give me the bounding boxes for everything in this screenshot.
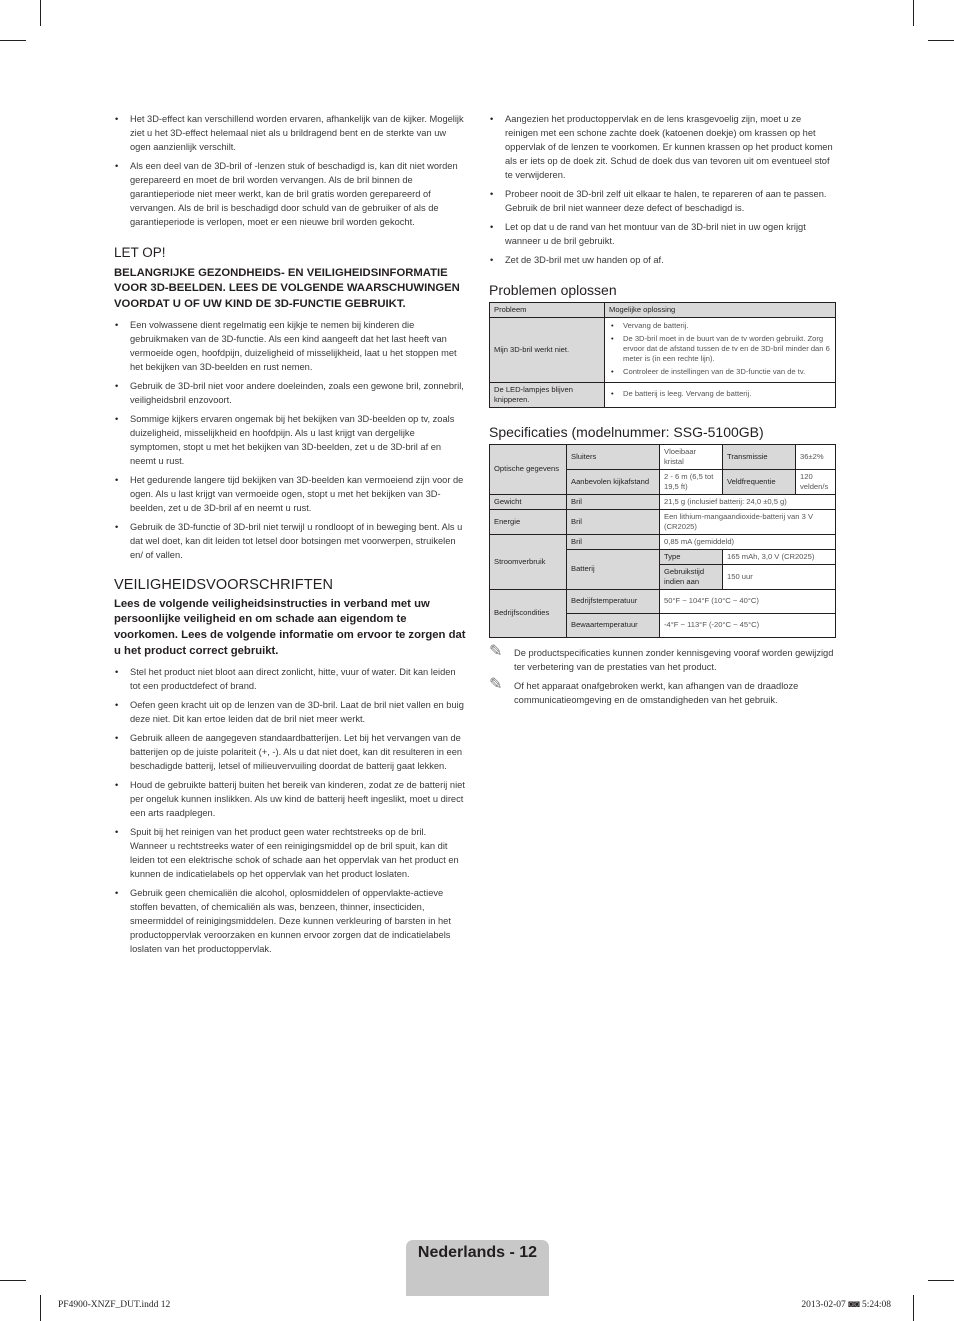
spec-value: 50°F ~ 104°F (10°C ~ 40°C) (660, 589, 836, 613)
spec-label: Bedrijfstemperatuur (567, 589, 660, 613)
solution-cell (605, 382, 836, 407)
crop-mark (0, 40, 26, 41)
warning-lead: BELANGRIJKE GEZONDHEIDS- EN VEILIGHEIDSINFORMATIE VOOR 3D-BEELDEN. LEES DE VOLGENDE WAARSCHUWINGEN VOORDAT U OF UW KIND DE 3D-FUNCTIE GEBRUIKT. (114, 266, 460, 311)
footer-file-name: PF4900-XNZF_DUT.indd 12 (58, 1300, 171, 1310)
list-item: • Stel het product niet bloot aan direct zonlicht, hitte, vuur of water. Dit kan leiden tot een productdefect of brand. (114, 666, 466, 694)
safety-lead: Lees de volgende veiligheidsinstructies in verband met uw persoonlijke veiligheid en om schade aan eigendom te voorkomen. Lees de volgende informatie om ervoor te zorgen dat u het product correct gebruikt. (114, 597, 466, 658)
page-number-label: Nederlands - 12 (417, 1244, 538, 1261)
crop-mark (0, 1280, 26, 1281)
spec-label: Transmissie (723, 444, 796, 469)
warning-list (114, 319, 466, 563)
spec-value: 120 velden/s (796, 469, 836, 494)
troubleshoot-heading: Problemen oplossen (489, 281, 617, 298)
list-item: • Gebruik geen chemicaliën die alcohol, oplosmiddelen of oppervlakte-actieve stoffen bevatten, of chemicaliën als was, benzeen, thinner, insecticiden, smeermiddel of reinigingsmiddelen. Deze kunnen verkleuring of barsten in het productoppervlak veroorzaken en kunnen ervoor zorgen dat de indicatielabels loslaten van het productoppervlak. (114, 887, 466, 957)
column-header-solution: Mogelijke oplossing (605, 302, 836, 317)
spec-label: Batterij (567, 549, 660, 589)
list-item: • Oefen geen kracht uit op de lenzen van de 3D-bril. Laat de bril niet vallen en buig deze niet. Dit kan ertoe leiden dat de bril niet meer werkt. (114, 699, 466, 727)
spec-value: -4°F ~ 113°F (-20°C ~ 45°C) (660, 613, 836, 637)
note-text: Of het apparaat onafgebroken werkt, kan afhangen van de draadloze communicatieomgeving en de omstandigheden van het gebruik. (514, 680, 799, 705)
spec-value: Vloeibaar kristal (660, 444, 723, 469)
spec-value: 21,5 g (inclusief batterij: 24,0 ±0,5 g) (660, 494, 836, 509)
troubleshoot-table (489, 302, 836, 408)
crop-mark (913, 1295, 914, 1321)
spec-label: Bril (567, 509, 660, 534)
table-header-row (490, 302, 836, 317)
list-item: • Sommige kijkers ervaren ongemak bij het bekijken van 3D-beelden op tv, zoals duizeligheid, misselijkheid en hoofdpijn. Als u last krijgt van dergelijke symptomen, stopt u met het bekijken van 3D-beelden, zet u de 3D-bril af en neemt u rust. (114, 413, 466, 469)
spec-value: 0,85 mA (gemiddeld) (660, 534, 836, 549)
spec-group-power: Stroomverbruik (490, 534, 567, 589)
table-row (490, 494, 836, 509)
footer-timestamp: 2013-02-07 ◙◙ 5:24:08 (801, 1300, 891, 1310)
table-row (490, 317, 836, 382)
left-column (114, 113, 466, 962)
problem-cell: De LED-lampjes blijven knipperen. (490, 382, 605, 407)
table-row (490, 382, 836, 407)
list-item: • Gebruik de 3D-functie of 3D-bril niet terwijl u rondloopt of in beweging bent. Als u dat wel doet, kan dit leiden tot letsel door botsingen met voorwerpen, struikelen en/ of vallen. (114, 521, 466, 563)
specs-table (489, 444, 836, 638)
specs-heading: Specificaties (modelnummer: SSG-5100GB) (489, 423, 764, 440)
spec-value: 36±2% (796, 444, 836, 469)
solution-item: • Controleer de instellingen van de 3D-functie van de tv. (609, 367, 831, 377)
intro-list (114, 113, 466, 230)
list-item: • Let op dat u de rand van het montuur van de 3D-bril niet in uw ogen krijgt wanneer u de bril gebruikt. (489, 221, 836, 249)
solution-item: • Vervang de batterij. (609, 321, 831, 331)
spec-label: Gebruikstijd indien aan (660, 564, 723, 589)
crop-mark (40, 1295, 41, 1321)
spec-label: Bril (567, 494, 660, 509)
problem-cell: Mijn 3D-bril werkt niet. (490, 317, 605, 382)
crop-mark (928, 1280, 954, 1281)
pencil-note-icon: ✎ (489, 642, 503, 660)
safety-list (114, 666, 466, 957)
table-row (490, 509, 836, 534)
spec-label: Type (660, 549, 723, 564)
list-item: • Probeer nooit de 3D-bril zelf uit elkaar te halen, te repareren of aan te passen. Gebruik de bril niet wanneer deze defect of beschadigd is. (489, 188, 836, 216)
right-column (489, 113, 836, 713)
note-text: De productspecificaties kunnen zonder kennisgeving vooraf worden gewijzigd ter verbetering van de prestaties van het product. (514, 647, 834, 672)
spec-group-energy: Energie (490, 509, 567, 534)
pencil-note-icon: ✎ (489, 675, 503, 693)
spec-label: Aanbevolen kijkafstand (567, 469, 660, 494)
table-row (490, 589, 836, 613)
crop-mark (928, 40, 954, 41)
crop-mark (40, 0, 41, 26)
list-item: • Als een deel van de 3D-bril of -lenzen stuk of beschadigd is, kan dit niet worden gerepareerd en moet de bril worden vervangen. Als de bril binnen de garantieperiode niet meer werkt, kan de bril gratis worden gerepareerd of vervangen. Als de bril is beschadigd door schuld van de gebruiker of als de garantieperiode is verlopen, moet er een nieuwe bril worden gekocht. (114, 160, 466, 230)
spec-value: 150 uur (723, 564, 836, 589)
page-number-tab (406, 1240, 549, 1296)
spec-value: 165 mAh, 3,0 V (CR2025) (723, 549, 836, 564)
list-item: • Spuit bij het reinigen van het product geen water rechtstreeks op de bril. Wanneer u rechtstreeks water of een reinigingsmiddel op de bril spuit, kan dit leiden tot een elektrische schok of schade aan het oppervlak van het product en kunnen de indicatielabels op het oppervlak van het product loslaten. (114, 826, 466, 882)
spec-value: Een lithium-mangaandioxide-batterij van 3 V (CR2025) (660, 509, 836, 534)
list-item: • Aangezien het productoppervlak en de lens krasgevoelig zijn, moet u ze reinigen met een schone zachte doek (katoenen doekje) om krassen op het oppervlak of de lenzen te voorkomen. Er kunnen krassen op het product komen als er iets op de doek zit. Schud de doek dus van tevoren uit om eventueel stof te verwijderen. (489, 113, 836, 183)
list-item: • Het 3D-effect kan verschillend worden ervaren, afhankelijk van de kijker. Mogelijk ziet u het 3D-effect helemaal niet als u brildragend bent en de sterkte van uw ogen aanzienlijk verschilt. (114, 113, 466, 155)
note-item (489, 675, 836, 708)
list-item: • Het gedurende langere tijd bekijken van 3D-beelden kan vermoeiend zijn voor de ogen. Als u last krijgt van vermoeide ogen, stopt u met het bekijken van 3D-beelden, zet u de 3D-bril af en neemt u rust. (114, 474, 466, 516)
spec-label: Bewaartemperatuur (567, 613, 660, 637)
list-item: • Gebruik alleen de aangegeven standaardbatterijen. Let bij het vervangen van de batterijen op de juiste polariteit (+, -). Als u dat niet doet, kan dit resulteren in een beschadigde batterij, letsel of milieuvervuiling doordat de batterij gaat lekken. (114, 732, 466, 774)
list-item: • Zet de 3D-bril met uw handen op of af. (489, 254, 836, 268)
warning-heading: LET OP! (114, 244, 166, 260)
spec-group-operating: Bedrijfscondities (490, 589, 567, 637)
spec-label: Sluiters (567, 444, 660, 469)
column-header-problem: Probleem (490, 302, 605, 317)
list-item: • Een volwassene dient regelmatig een kijkje te nemen bij kinderen die gebruikmaken van de 3D-functie. Als een kind aangeeft dat het last heeft van vermoeide ogen, hoofdpijn, duizeligheid of misselijkheid, laat u het stoppen met het bekijken van 3D-beelden en rust nemen. (114, 319, 466, 375)
note-item (489, 642, 836, 675)
spec-group-optical: Optische gegevens (490, 444, 567, 494)
crop-mark (913, 0, 914, 26)
table-row (490, 444, 836, 469)
spec-label: Bril (567, 534, 660, 549)
safety-heading: VEILIGHEIDSVOORSCHRIFTEN (114, 576, 334, 593)
care-list (489, 113, 836, 268)
spec-value: 2 - 6 m (6,5 tot 19,5 ft) (660, 469, 723, 494)
list-item: • Houd de gebruikte batterij buiten het bereik van kinderen, zodat ze de batterij niet per ongeluk kunnen inslikken. Als uw kind de batterij heeft ingeslikt, moet u direct een arts raadplegen. (114, 779, 466, 821)
list-item: • Gebruik de 3D-bril niet voor andere doeleinden, zoals een gewone bril, zonnebril, veiligheidsbril enzovoort. (114, 380, 466, 408)
spec-group-weight: Gewicht (490, 494, 567, 509)
spec-label: Veldfrequentie (723, 469, 796, 494)
solution-cell (605, 317, 836, 382)
solution-item: • De 3D-bril moet in de buurt van de tv worden gebruikt. Zorg ervoor dat de afstand tussen de tv en de 3D-bril minder dan 6 meter is (in een rechte lijn). (609, 334, 831, 364)
table-row (490, 534, 836, 549)
solution-item: • De batterij is leeg. Vervang de batterij. (609, 389, 831, 399)
